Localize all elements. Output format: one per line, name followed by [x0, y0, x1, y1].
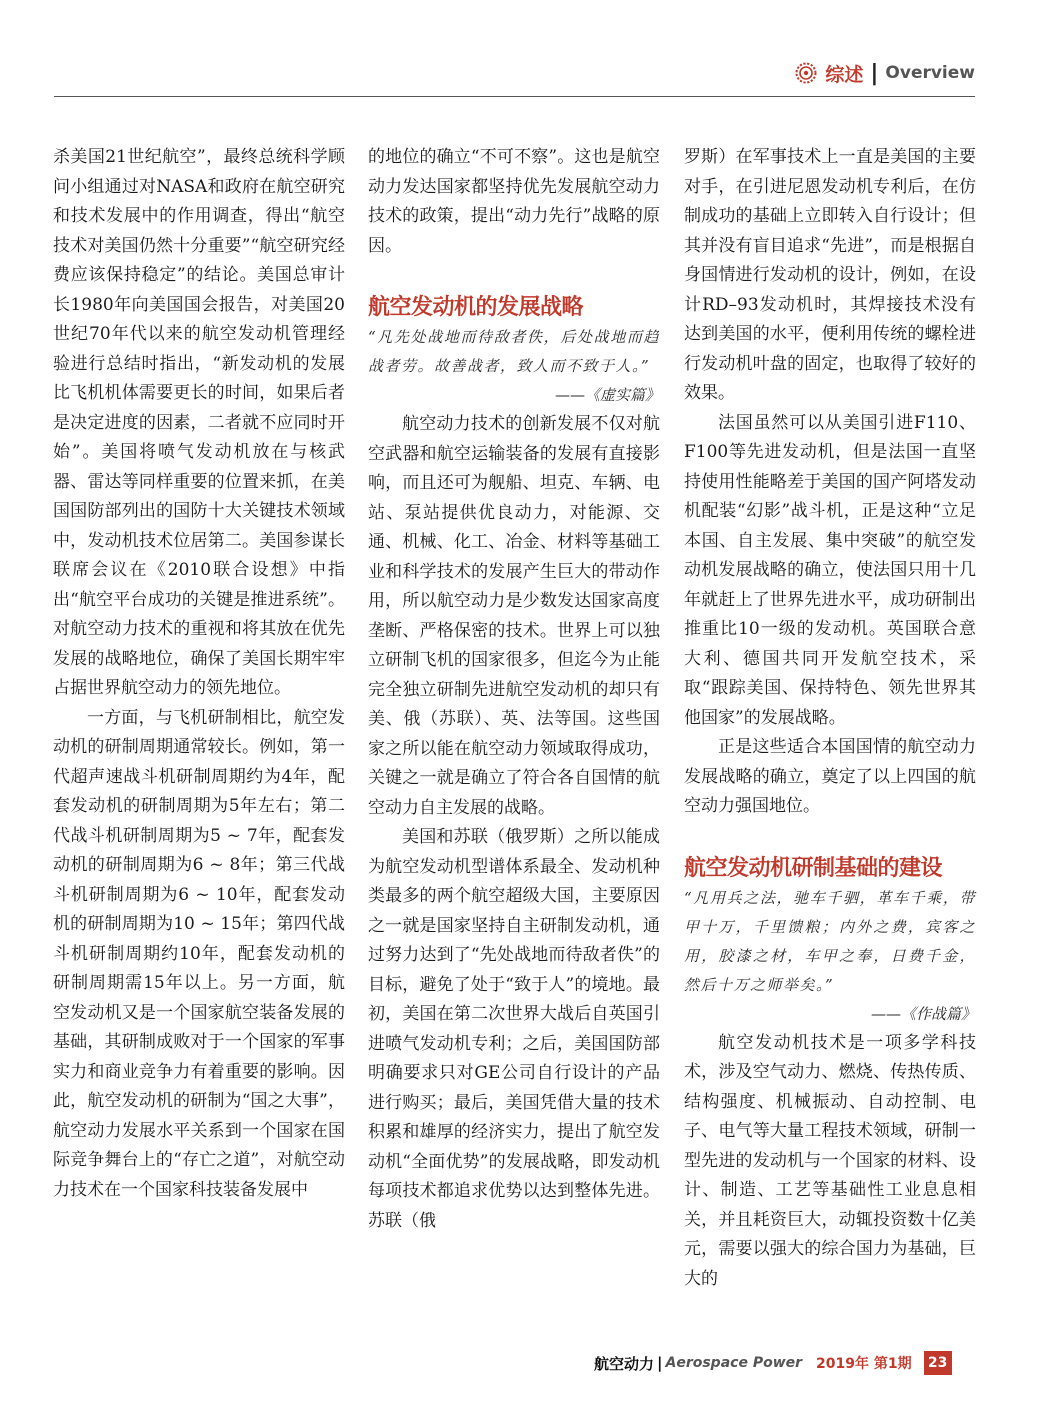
- magazine-name-en: Aerospace Power: [665, 1355, 803, 1371]
- epigraph-source: ——《虚实篇》: [554, 386, 660, 404]
- header-rule: [54, 96, 975, 97]
- paragraph: 杀美国21世纪航空”，最终总统科学顾问小组通过对NASA和政府在航空研究和技术发展中的作用调查，得出“航空技术对美国仍然十分重要”“航空研究经费应该保持稳定”的结论。美国总审计长1980年向美国国会报告，对美国20世纪70年代以来的航空发动机管理经验进行总结时指出，“新发动机的发展比飞机机体需要更长的时间，如果后者是决定进度的因素，二者就不应同时开始”。美国将喷气发动机放在与核武器、雷达等同样重要的位置来抓，在美国国防部列出的国防十大关键技术领域中，发动机技术位居第二。美国参谋长联席会议在《2010联合设想》中指出“航空平台成功的关键是推进系统”。对航空动力技术的重视和将其放在优先发展的战略地位，确保了美国长期牢牢占据世界航空动力的领先地位。: [53, 147, 345, 698]
- page-header: [795, 56, 975, 90]
- column-2: [368, 143, 660, 1236]
- paragraph: 航空发动机技术是一项多学科技术，涉及空气动力、燃烧、传热传质、结构强度、机械振动、自动控制、电子、电气等大量工程技术领域，研制一型先进的发动机与一个国家的材料、设计、制造、工艺等基础性工业息息相关，并且耗资巨大，动辄投资数十亿美元，需要以强大的综合国力为基础，巨大的: [684, 1032, 976, 1289]
- header-divider: |: [870, 60, 879, 86]
- issue-label: 2019年 第1期: [816, 1356, 912, 1372]
- spacer: [684, 822, 976, 854]
- paragraph: 法国虽然可以从美国引进F110、F100等先进发动机，但是法国一直坚持使用性能略差于美国的国产阿塔发动机配装“幻影”战斗机，正是这种“立足本国、自主发展、集中突破”的航空发动机发展战略的确立，使法国只用十几年就赶上了世界先进水平，成功研制出推重比10一级的发动机。英国联合意大利、德国共同开发航空技术，采取“跟踪美国、保持特色、领先世界其他国家”的发展战略。: [684, 412, 976, 728]
- epigraph-quote: “凡先处战地而待敌者佚，后处战地而趋战者劳。故善战者，致人而不致于人。”: [368, 328, 660, 375]
- paragraph: 的地位的确立“不可不察”。这也是航空动力发达国家都坚持优先发展航空动力技术的政策，提出“动力先行”战略的原因。: [368, 147, 660, 256]
- epigraph-source: ——《作战篇》: [870, 1004, 976, 1023]
- page-footer: [594, 1350, 975, 1376]
- spacer: [368, 261, 660, 293]
- paragraph: 一方面，与飞机研制相比，航空发动机的研制周期通常较长。例如，第一代超声速战斗机研制周期约为4年，配套发动机的研制周期为5年左右；第二代战斗机研制周期为5 ~ 7年，配套发动机的研制周期为6 ~ 8年；第三代战斗机研制周期为6 ~ 10年，配套发动机的研制周期为10 ~ 15年；第四代战斗机研制周期约10年，配套发动机的研制周期需15年以上。另一方面，航空发动机又是一个国家航空装备发展的基础，其研制成败对于一个国家的军事实力和商业竞争力有着重要的影响。因此，航空发动机的研制为“国之大事”，航空动力发展水平关系到一个国家在国际竞争舞台上的“存亡之道”，对航空动力技术在一个国家科技装备发展中: [53, 707, 345, 1200]
- section-heading: 航空发动机的发展战略: [368, 295, 584, 320]
- section-title-cn: 综述: [825, 63, 864, 86]
- footer-divider: |: [657, 1354, 663, 1372]
- column-1: [53, 143, 345, 1205]
- section-heading: 航空发动机研制基础的建设: [684, 855, 943, 881]
- column-3: [684, 143, 976, 1294]
- page-number: 23: [924, 1351, 952, 1375]
- paragraph: 美国和苏联（俄罗斯）之所以能成为航空发动机型谱体系最全、发动机种类最多的两个航空超级大国，主要原因之一就是国家坚持自主研制发动机，通过努力达到了“先处战地而待敌者佚”的目标，避免了处于“致于人”的境地。最初，美国在第二次世界大战后自英国引进喷气发动机专利；之后，美国国防部明确要求只对GE公司自行设计的产品进行购买；最后，美国凭借大量的技术积累和雄厚的经济实力，提出了航空发动机“全面优势”的发展战略，即发动机每项技术都追求优势以达到整体先进。苏联（俄: [368, 827, 660, 1231]
- magazine-name-cn: 航空动力: [594, 1354, 655, 1373]
- paragraph: 正是这些适合本国国情的航空动力发展战略的确立，奠定了以上四国的航空动力强国地位。: [684, 737, 976, 816]
- epigraph-quote: “凡用兵之法，驰车千驷，革车千乘，带甲十万，千里馈粮；内外之费，宾客之用，胶漆之材，车甲之奉，日费千金，然后十万之师举矣。”: [684, 888, 976, 994]
- paragraph: 航空动力技术的创新发展不仅对航空武器和航空运输装备的发展有直接影响，而且还可为舰船、坦克、车辆、电站、泵站提供优良动力，对能源、交通、机械、化工、冶金、材料等基础工业和科学技术的发展产生巨大的带动作用，所以航空动力是少数发达国家高度垄断、严格保密的技术。世界上可以独立研制飞机的国家很多，但迄今为止能完全独立研制先进航空发动机的却只有美、俄（苏联）、英、法等国。这些国家之所以能在航空动力领域取得成功，关键之一就是确立了符合各自国情的航空动力自主发展的战略。: [368, 414, 660, 818]
- paragraph: 罗斯）在军事技术上一直是美国的主要对手，在引进尼恩发动机专利后，在仿制成功的基础上立即转入自行设计；但其并没有盲目追求“先进”，而是根据自身国情进行发动机的设计，例如，在设计RD–93发动机时，其焊接技术没有达到美国的水平，便利用传统的螺栓进行发动机叶盘的固定，也取得了较好的效果。: [684, 147, 976, 403]
- section-title-en: Overview: [885, 63, 975, 83]
- gear-emblem-icon: [795, 62, 817, 84]
